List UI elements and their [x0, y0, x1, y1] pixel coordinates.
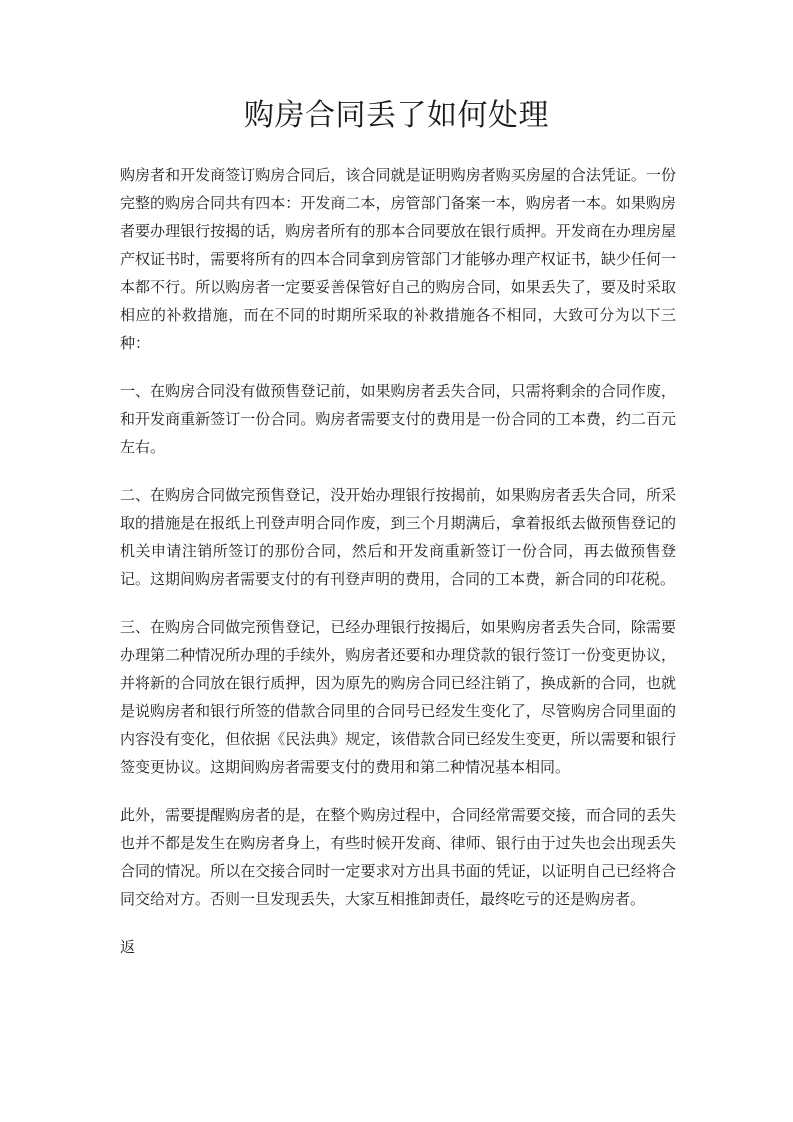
paragraph-case-one: 一、在购房合同没有做预售登记前，如果购房者丢失合同，只需将剩余的合同作废，和开发商重新签订一份合同。购房者需要支付的费用是一份合同的工本费，约二百元左右。 — [120, 382, 676, 456]
document-title: 购房合同丢了如何处理 — [244, 98, 549, 133]
paragraph-case-two: 二、在购房合同做完预售登记，没开始办理银行按揭前，如果购房者丢失合同，所采取的措施是在报纸上刊登声明合同作废，到三个月期满后，拿着报纸去做预售登记的机关申请注销所签订的那份合同，然后和开发商重新签订一份合同，再去做预售登记。这期间购房者需要支付的有刊登声明的费用，合同的工本费，新合同的印花税。 — [120, 486, 676, 588]
document-body — [120, 161, 676, 961]
paragraph-intro: 购房者和开发商签订购房合同后，该合同就是证明购房者购买房屋的合法凭证。一份完整的购房合同共有四本：开发商二本，房管部门备案一本，购房者一本。如果购房者要办理银行按揭的话，购房者所有的那本合同要放在银行质押。开发商在办理房屋产权证书时，需要将所有的四本合同拿到房管部门才能够办理产权证书，缺少任何一本都不行。所以购房者一定要妥善保管好自己的购房合同，如果丢失了，要及时采取相应的补救措施，而在不同的时期所采取的补救措施各不相同，大致可分为以下三种： — [120, 166, 676, 352]
paragraph-trailing: 返 — [120, 938, 136, 956]
paragraph-reminder: 此外，需要提醒购房者的是，在整个购房过程中，合同经常需要交接，而合同的丢失也并不都是发生在购房者身上，有些时候开发商、律师、银行由于过失也会出现丢失合同的情况。所以在交接合同时一定要求对方出具书面的凭证，以证明自己已经将合同交给对方。否则一旦发现丢失，大家互相推卸责任，最终吃亏的还是购房者。 — [120, 806, 676, 908]
paragraph-case-three: 三、在购房合同做完预售登记，已经办理银行按揭后，如果购房者丢失合同，除需要办理第二种情况所办理的手续外，购房者还要和办理贷款的银行签订一份变更协议，并将新的合同放在银行质押，因为原先的购房合同已经注销了，换成新的合同，也就是说购房者和银行所签的借款合同里的合同号已经发生变化了，尽管购房合同里面的内容没有变化，但依据《民法典》规定，该借款合同已经发生变更，所以需要和银行签变更协议。这期间购房者需要支付的费用和第二种情况基本相同。 — [120, 618, 676, 776]
